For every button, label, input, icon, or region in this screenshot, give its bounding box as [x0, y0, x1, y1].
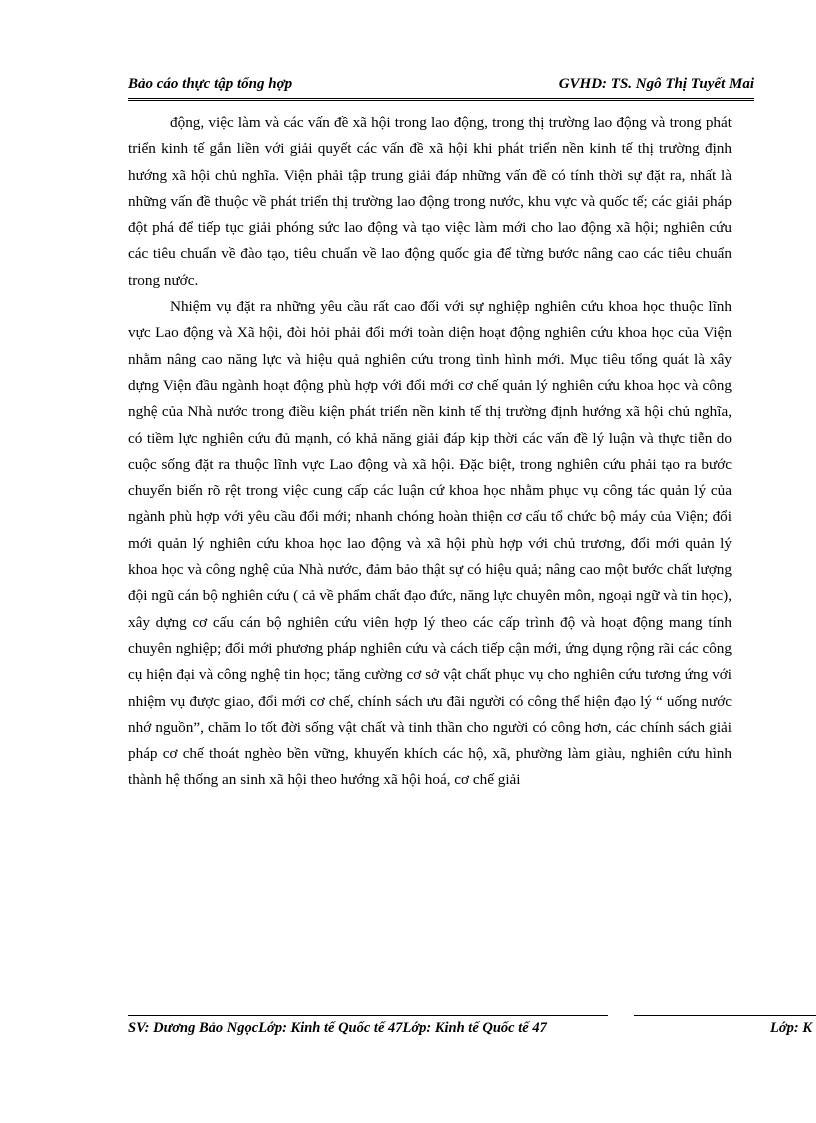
paragraph-continuation: động, việc làm và các vấn đề xã hội trong lao động, trong thị trường lao động và trong phát triển kinh tế gắn liền với giải quyết các vấn đề xã hội khi phát triển nền kinh tế thị trường định hướng xã hội chủ nghĩa. Viện phải tập trung giải đáp những vấn đề có tính thời sự đặt ra, nhất là những vấn đề thuộc về phát triển thị trường lao động trong nước, khu vực và quốc tế; các giải pháp đột phá để tiếp tục giải phóng sức lao động và tạo việc làm mới cho lao động xã hội; nghiên cứu các tiêu chuẩn về đào tạo, tiêu chuẩn về lao động quốc gia để từng bước nâng cao các tiêu chuẩn trong nước. — [128, 114, 732, 289]
page-footer — [128, 1015, 816, 1036]
supervisor-name: GVHD: TS. Ngô Thị Tuyết Mai — [558, 76, 754, 92]
paragraph-mission: Nhiệm vụ đặt ra những yêu cầu rất cao đối với sự nghiệp nghiên cứu khoa học thuộc lĩnh vực Lao động và Xã hội, đòi hỏi phải đổi mới toàn diện hoạt động nghiên cứu khoa học của Viện nhằm nâng cao năng lực và hiệu quả nghiên cứu trong tình hình mới. Mục tiêu tổng quát là xây dựng Viện đầu ngành hoạt động phù hợp với đổi mới cơ chế quản lý nghiên cứu khoa học và công nghệ của Nhà nước trong điều kiện phát triển nền kinh tế thị trường định hướng xã hội chủ nghĩa, có tiềm lực nghiên cứu đủ mạnh, có khả năng giải đáp kịp thời các vấn đề lý luận và thực tiễn do cuộc sống đặt ra thuộc lĩnh vực Lao động và xã hội. Đặc biệt, trong nghiên cứu phải tạo ra bước chuyển biến rõ rệt trong việc cung cấp các luận cứ khoa học nhằm phục vụ công tác quản lý của ngành phù hợp với yêu cầu đổi mới; nhanh chóng hoàn thiện cơ cấu tổ chức bộ máy của Viện; đổi mới quản lý nghiên cứu khoa học lao động và xã hội phù hợp với chủ trương, đổi mới quản lý khoa học và công nghệ của Nhà nước, đảm bảo thật sự có hiệu quả; nâng cao một bước chất lượng đội ngũ cán bộ nghiên cứu ( cả về phẩm chất đạo đức, năng lực chuyên môn, ngoại ngữ và tin học), xây dựng cơ cấu cán bộ nghiên cứu viên hợp lý theo các cấp trình độ và hoạt động mang tính chuyên nghiệp; đổi mới phương pháp nghiên cứu và cách tiếp cận mới, ứng dụng rộng rãi các công cụ hiện đại và công nghệ tin học; tăng cường cơ sở vật chất phục vụ cho nghiên cứu tương ứng với nhiệm vụ được giao, đổi mới cơ chế, chính sách ưu đãi người có công thể hiện đạo lý “ uống nước nhớ nguồn”, chăm lo tốt đời sống vật chất và tinh thần cho người có công hơn, các chính sách giải pháp cơ chế thoát nghèo bền vững, khuyến khích các hộ, xã, phường làm giàu, nghiên cứu hình thành hệ thống an sinh xã hội theo hướng xã hội hoá, cơ chế giải — [128, 298, 732, 789]
class-info: Lớp: K — [770, 1020, 813, 1036]
footer-rule-gap — [608, 1014, 634, 1017]
report-title: Bảo cáo thực tập tổng hợp — [128, 76, 293, 92]
student-info: SV: Dương Bảo NgọcLớp: Kinh tế Quốc tế 47Lớp: Kinh tế Quốc tế 47 — [128, 1020, 547, 1036]
page-header — [128, 76, 754, 101]
body-text — [128, 110, 732, 794]
